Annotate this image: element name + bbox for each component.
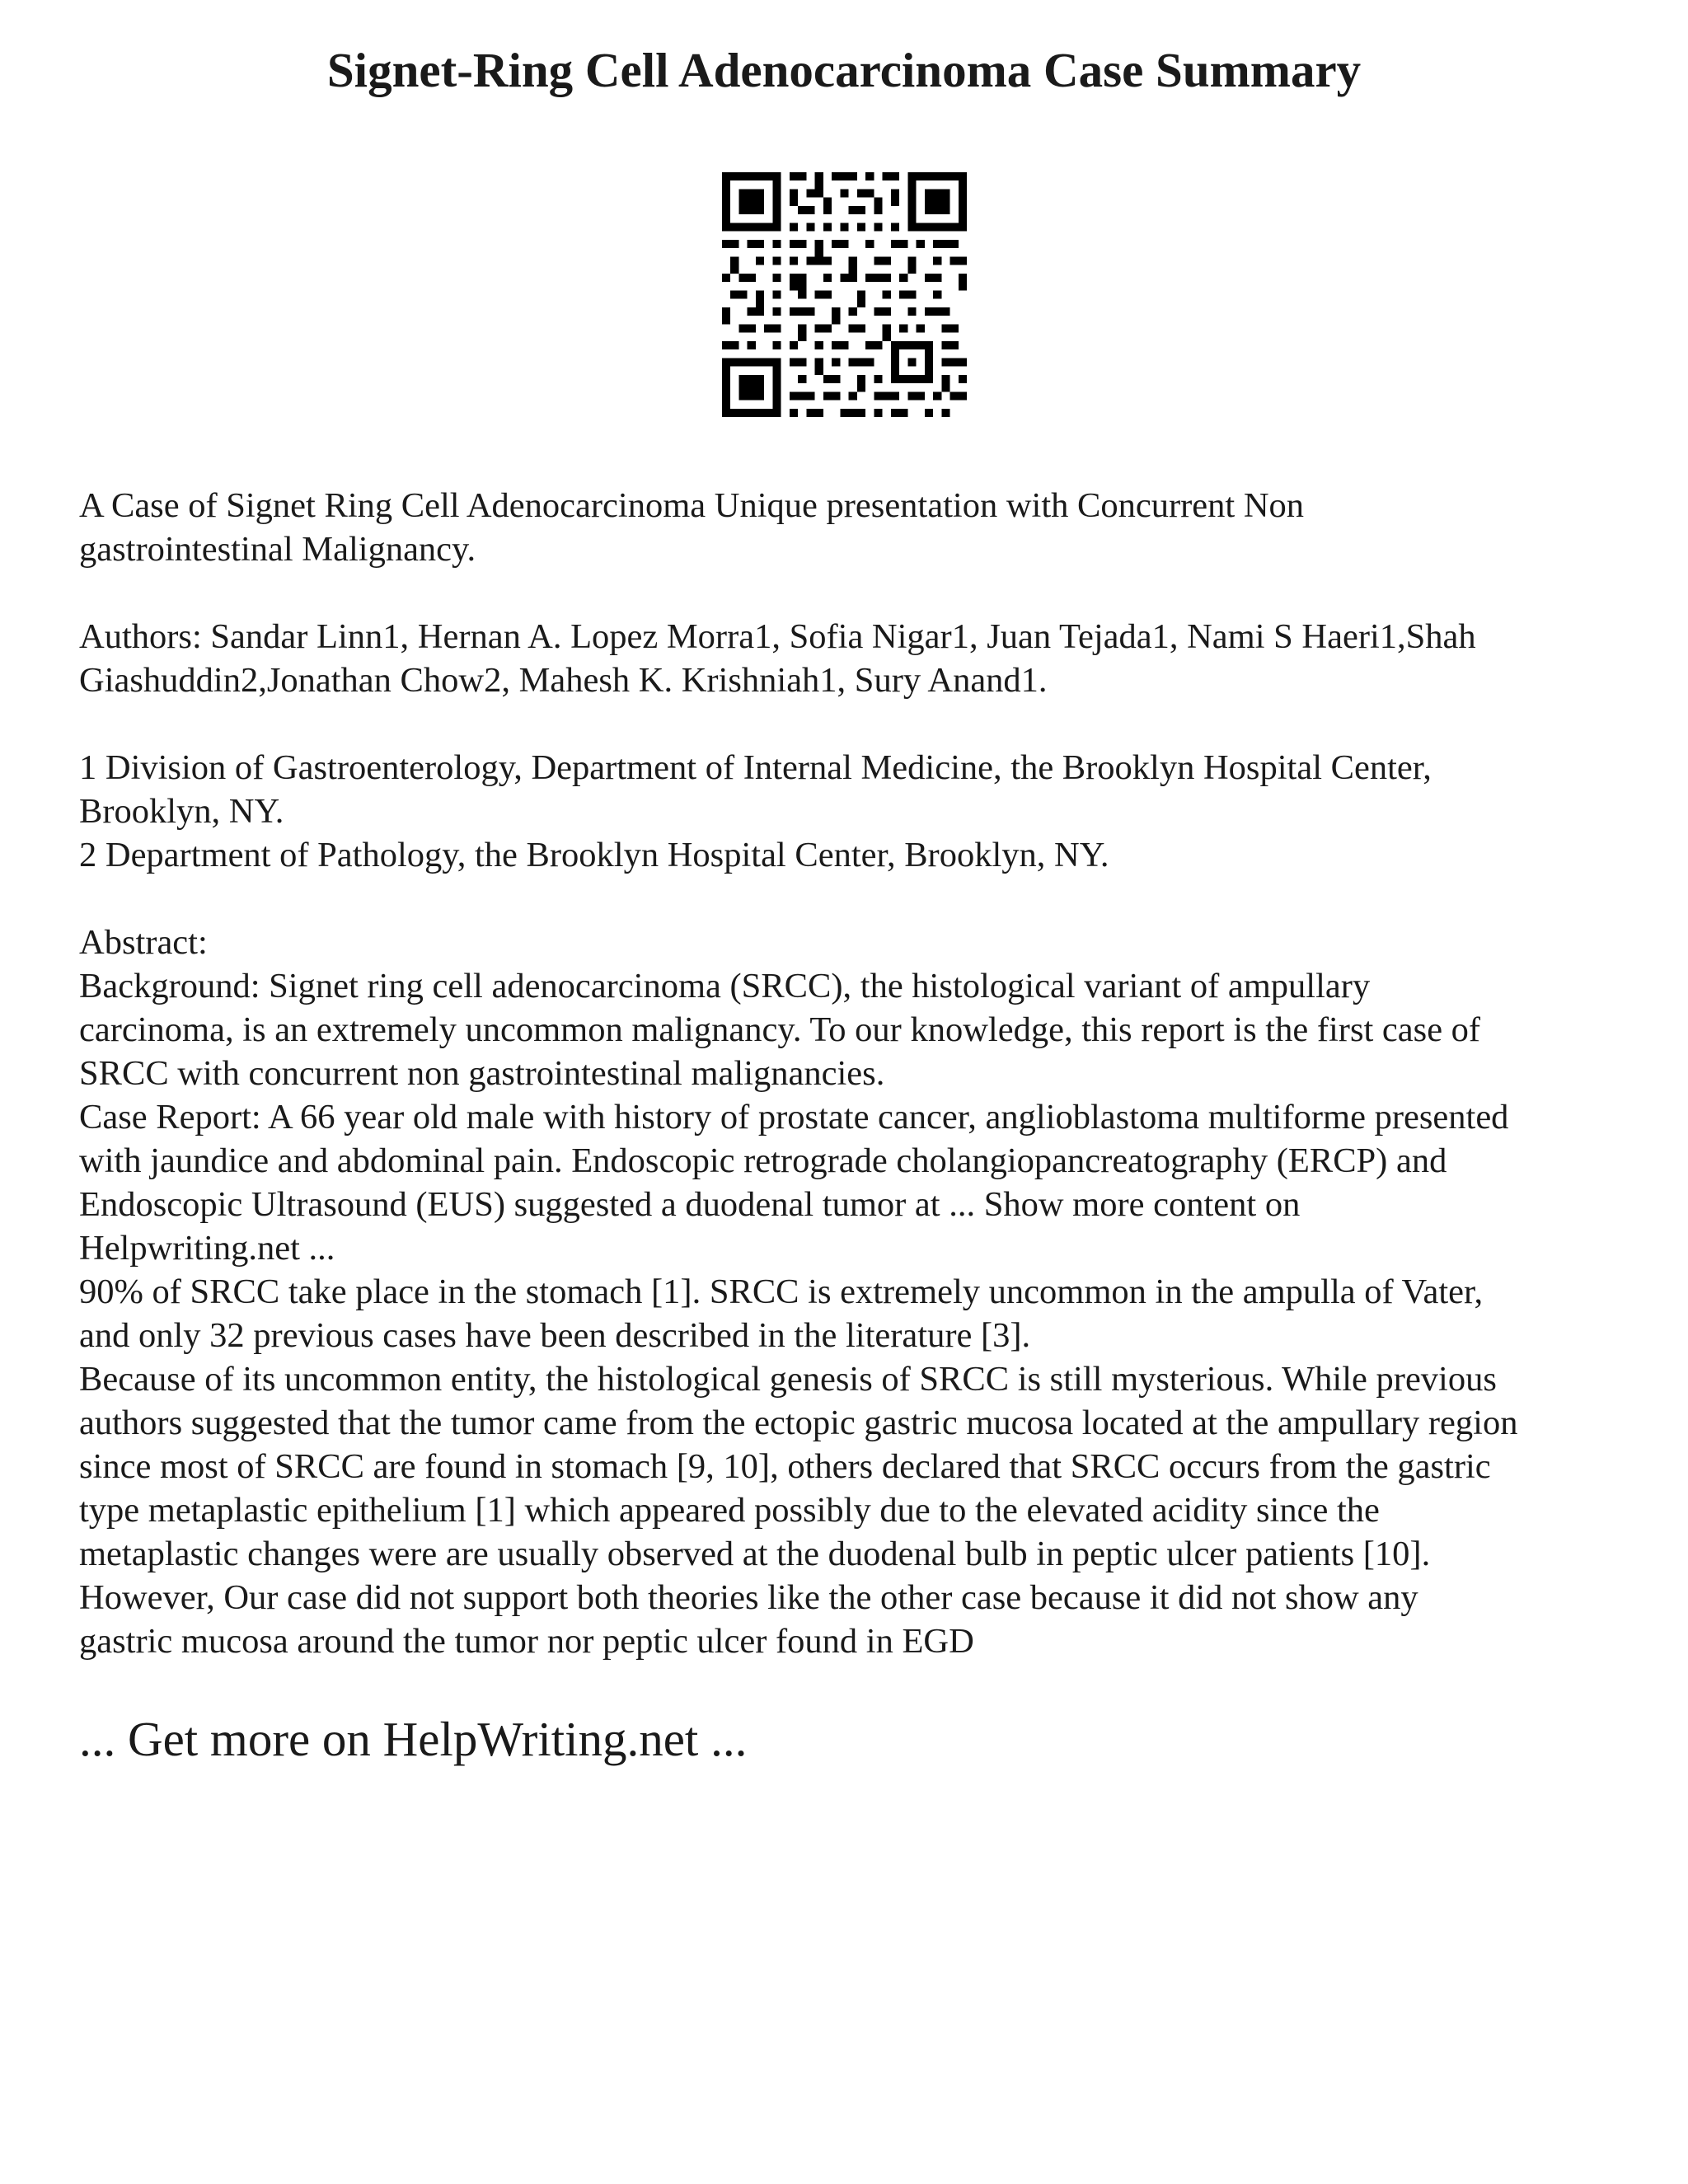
document-body (79, 484, 1629, 1663)
get-more-link[interactable]: ... Get more on HelpWriting.net ... (79, 1712, 748, 1766)
abstract-line: metaplastic changes were are usually observed at the duodenal bulb in peptic ulcer patients [10]. (79, 1535, 1431, 1573)
affiliation-line: 1 Division of Gastroenterology, Department of Internal Medicine, the Brooklyn Hospital Center, (79, 748, 1432, 787)
abstract-line: Because of its uncommon entity, the histological genesis of SRCC is still mysterious. While previous (79, 1360, 1497, 1399)
authors (79, 615, 1629, 702)
abstract-line: gastric mucosa around the tumor nor peptic ulcer found in EGD (79, 1622, 974, 1661)
abstract-line: since most of SRCC are found in stomach [9, 10], others declared that SRCC occurs from the gastric (79, 1447, 1491, 1486)
abstract-line: Background: Signet ring cell adenocarcinoma (SRCC), the histological variant of ampullary (79, 967, 1371, 1005)
abstract-line: authors suggested that the tumor came from the ectopic gastric mucosa located at the ampullary region (79, 1404, 1518, 1442)
authors-line: Giashuddin2,Jonathan Chow2, Mahesh K. Krishniah1, Sury Anand1. (79, 661, 1048, 700)
abstract-line: 90% of SRCC take place in the stomach [1]. SRCC is extremely uncommon in the ampulla of Vater, (79, 1272, 1484, 1311)
affiliation-line: Brooklyn, NY. (79, 792, 284, 831)
paper-heading-line: A Case of Signet Ring Cell Adenocarcinoma Unique presentation with Concurrent Non (79, 486, 1305, 525)
abstract-line: and only 32 previous cases have been described in the literature [3]. (79, 1316, 1031, 1355)
abstract-line: Case Report: A 66 year old male with history of prostate cancer, anglioblastoma multiforme presented (79, 1098, 1509, 1137)
paper-heading-line: gastrointestinal Malignancy. (79, 530, 476, 569)
abstract-line: Endoscopic Ultrasound (EUS) suggested a duodenal tumor at ... Show more content on (79, 1185, 1301, 1224)
abstract-line: carcinoma, is an extremely uncommon malignancy. To our knowledge, this report is the first case of (79, 1010, 1481, 1049)
affiliation-line: 2 Department of Pathology, the Brooklyn Hospital Center, Brooklyn, NY. (79, 836, 1109, 874)
paper-heading (79, 484, 1629, 571)
authors-line: Authors: Sandar Linn1, Hernan A. Lopez Morra1, Sofia Nigar1, Juan Tejada1, Nami S Haeri1,Shah (79, 617, 1476, 656)
abstract-line: type metaplastic epithelium [1] which appeared possibly due to the elevated acidity since the (79, 1491, 1380, 1530)
abstract-heading: Abstract: (79, 923, 208, 962)
abstract (79, 921, 1629, 1663)
qr-code (722, 172, 967, 417)
abstract-line: SRCC with concurrent non gastrointestinal malignancies. (79, 1054, 885, 1093)
abstract-line: However, Our case did not support both theories like the other case because it did not show any (79, 1578, 1418, 1617)
abstract-line: with jaundice and abdominal pain. Endoscopic retrograde cholangiopancreatography (ERCP) and (79, 1141, 1447, 1180)
abstract-line: Helpwriting.net ... (79, 1229, 335, 1268)
affiliations (79, 746, 1629, 877)
page-title: Signet-Ring Cell Adenocarcinoma Case Summary (326, 43, 1362, 97)
